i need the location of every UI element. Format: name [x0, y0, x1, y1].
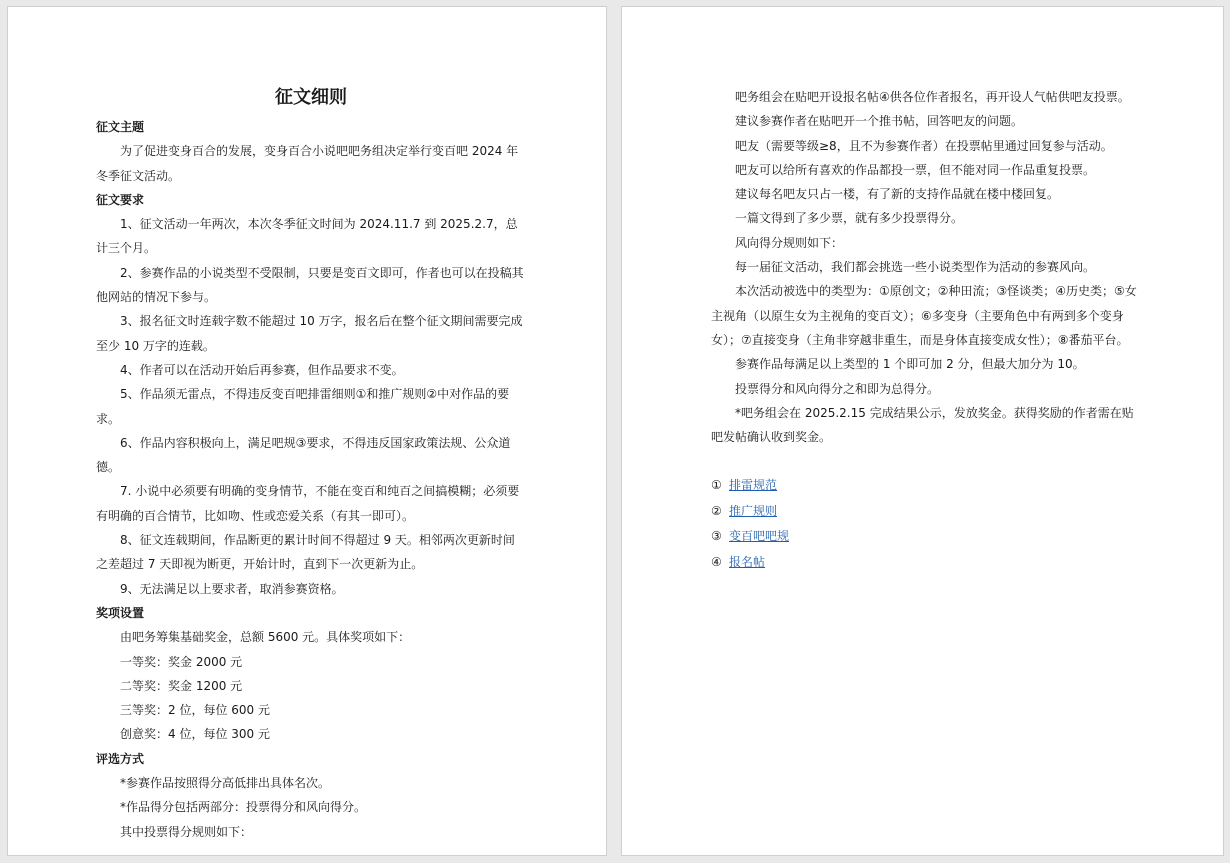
- section-heading-theme: 征文主题: [96, 120, 145, 134]
- requirement-item: 7. 小说中必须要有明确的变身情节，不能在变百和纯百之间搞模糊；必须要有明确的百合情节，比如吻、性或恋爱关系（有其一即可）。: [96, 484, 520, 523]
- link-baoming-tie[interactable]: 报名帖: [729, 554, 766, 569]
- link-paelei-guifan[interactable]: 排雷规范: [729, 478, 778, 493]
- award-item: 由吧务筹集基础奖金，总额 5600 元。具体奖项如下：: [120, 630, 411, 645]
- paragraph: 一篇文得到了多少票，就有多少投票得分。: [735, 211, 964, 226]
- award-item: 二等奖：奖金 1200 元: [120, 678, 243, 693]
- requirement-item: 1、征文活动一年两次，本次冬季征文时间为 2024.11.7 到 2025.2.7，总计三个月。: [96, 217, 518, 256]
- requirement-item: 5、作品须无雷点，不得违反变百吧排雷细则①和推广规则②中对作品的要求。: [96, 387, 510, 426]
- document-title: 征文细则: [275, 87, 347, 108]
- section-heading-awards: 奖项设置: [96, 605, 145, 620]
- judging-item: 其中投票得分规则如下：: [120, 824, 253, 839]
- paragraph: 吧友可以给所有喜欢的作品都投一票，但不能对同一作品重复投票。: [735, 162, 1096, 177]
- award-item: 一等奖：奖金 2000 元: [120, 654, 243, 669]
- footnote-number: ④: [711, 554, 722, 569]
- footnote-number: ③: [711, 529, 722, 544]
- paragraph: 参赛作品每满足以上类型的 1 个即可加 2 分，但最大加分为 10。: [735, 357, 1085, 372]
- requirement-item: 4、作者可以在活动开始后再参赛，但作品要求不变。: [120, 362, 404, 377]
- footnote-link-row: [711, 499, 1143, 525]
- requirement-item: 9、无法满足以上要求者，取消参赛资格。: [120, 581, 344, 596]
- paragraph: 建议每名吧友只占一楼，有了新的支持作品就在楼中楼回复。: [735, 187, 1060, 202]
- section-heading-judging: 评选方式: [96, 751, 145, 766]
- section-heading-requirements: 征文要求: [96, 192, 145, 207]
- paragraph: 吧务组会在贴吧开设报名帖④供各位作者报名，再开设人气帖供吧友投票。: [735, 90, 1130, 104]
- paragraph: 吧友（需要等级≥8，且不为参赛作者）在投票帖里通过回复参与活动。: [735, 138, 1113, 153]
- link-bianbai-bagui[interactable]: 变百吧吧规: [729, 529, 790, 544]
- footnote-link-row: [711, 473, 1143, 499]
- judging-item: *作品得分包括两部分：投票得分和风向得分。: [120, 800, 367, 815]
- paragraph: *吧务组会在 2025.2.15 完成结果公示，发放奖金。获得奖励的作者需在贴吧发帖确认收到奖金。: [711, 405, 1134, 445]
- requirement-item: 6、作品内容积极向上，满足吧规③要求，不得违反国家政策法规、公众道德。: [96, 435, 511, 475]
- link-tuiguang-guize[interactable]: 推广规则: [729, 503, 778, 518]
- requirement-item: 2、参赛作品的小说类型不受限制，只要是变百文即可，作者也可以在投稿其他网站的情况下参与。: [96, 265, 524, 305]
- footnote-number: ②: [711, 503, 722, 518]
- paragraph: 为了促进变身百合的发展，变身百合小说吧吧务组决定举行变百吧 2024 年冬季征文活动。: [96, 144, 519, 183]
- award-item: 创意奖：4 位，每位 300 元: [120, 727, 270, 742]
- footnote-link-row: [711, 550, 1143, 576]
- paragraph: 投票得分和风向得分之和即为总得分。: [735, 381, 940, 396]
- footnote-link-row: [711, 524, 1143, 550]
- paragraph: 每一届征文活动，我们都会挑选一些小说类型作为活动的参赛风向。: [735, 260, 1096, 275]
- paragraph: 本次活动被选中的类型为：①原创文；②种田流；③怪谈类；④历史类；⑤女主视角（以原生女为主视角的变百文）；⑥多变身（主要角色中有两到多个变身女）；⑦直接变身（主角非穿越非重生，而是身体直接变成女性）；⑧番茄平台。: [711, 284, 1137, 347]
- footnote-number: ①: [711, 478, 722, 493]
- requirement-item: 8、征文连载期间，作品断更的累计时间不得超过 9 天。相邻两次更新时间之差超过 7 天即视为断更，开始计时，直到下一次更新为止。: [96, 533, 515, 572]
- award-item: 三等奖：2 位，每位 600 元: [120, 703, 270, 718]
- document-page-left: [7, 6, 607, 856]
- judging-item: *参赛作品按照得分高低排出具体名次。: [120, 776, 331, 791]
- document-page-right: [621, 6, 1224, 856]
- requirement-item: 3、报名征文时连载字数不能超过 10 万字，报名后在整个征文期间需要完成至少 10 万字的连载。: [96, 314, 523, 353]
- paragraph: 风向得分规则如下：: [735, 235, 844, 250]
- paragraph: 建议参赛作者在贴吧开一个推书帖，回答吧友的问题。: [735, 114, 1024, 129]
